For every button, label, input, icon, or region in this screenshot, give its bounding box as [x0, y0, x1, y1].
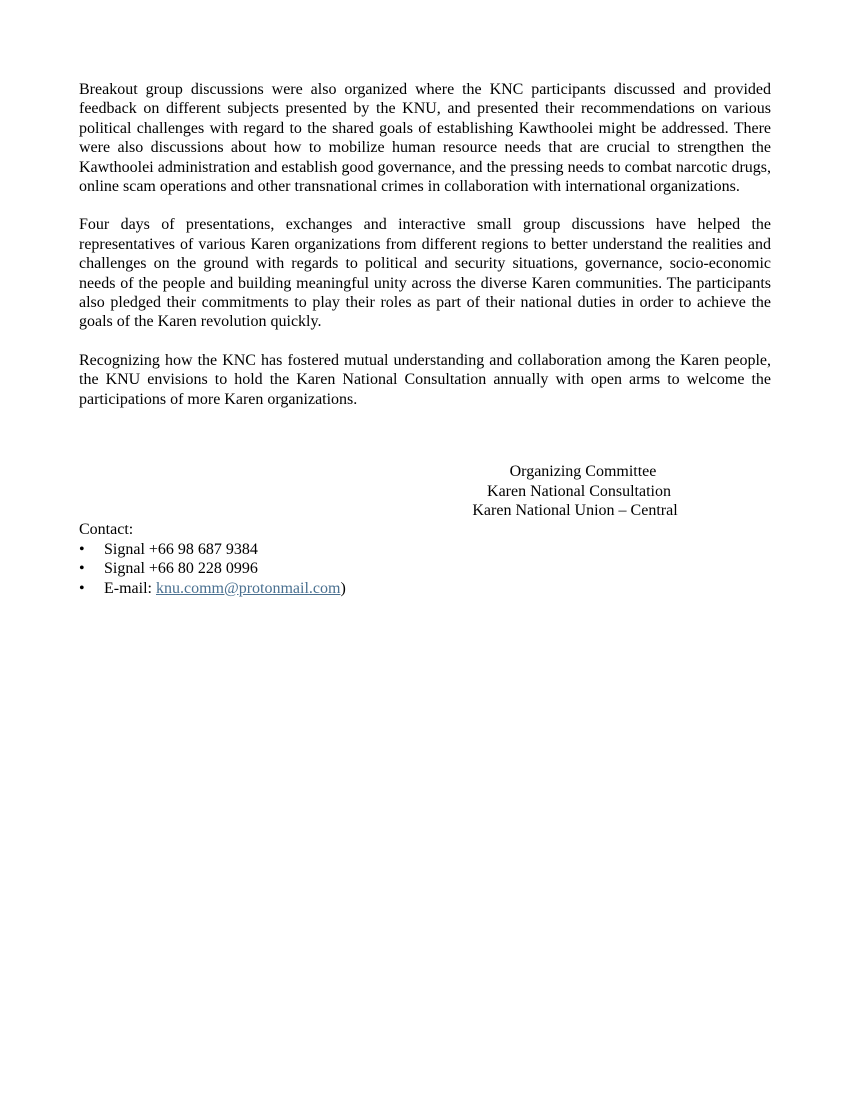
paragraph-four-days: Four days of presentations, exchanges and interactive small group discussions have helped the representatives of various Karen organizations from different regions to better understand the realities and challenges on the ground with regards to political and security situations, governance, socio-economic needs of the people and building meaningful unity across the diverse Karen communities. The participants also pledged their commitments to play their roles as part of their national duties in order to achieve the goals of the Karen revolution quickly.	[79, 216, 771, 331]
signature-line: Organizing Committee	[509, 463, 657, 480]
paragraph-recognizing: Recognizing how the KNC has fostered mutual understanding and collaboration among the Karen people, the KNU envisions to hold the Karen National Consultation annually with open arms to welcome the participations of more Karen organizations.	[79, 351, 771, 408]
email-label: E-mail:	[104, 579, 156, 597]
document-body	[79, 80, 771, 428]
contact-item	[79, 540, 346, 560]
paragraph-breakout: Breakout group discussions were also organized where the KNC participants discussed and provided feedback on different subjects presented by the KNU, and presented their recommendations on various political challenges with regard to the shared goals of establishing Kawthoolei might be addressed. There were also discussions about how to mobilize human resource needs that are crucial to strengthen the Kawthoolei administration and establish good governance, and the pressing needs to combat narcotic drugs, online scam operations and other transnational crimes in collaboration with international organizations.	[79, 81, 771, 196]
contact-section	[79, 520, 346, 598]
signature-line: Karen National Consultation	[487, 482, 671, 500]
contact-item	[79, 559, 346, 579]
signal-number: Signal +66 80 228 0996	[104, 560, 258, 577]
signature-line: Karen National Union – Central	[472, 502, 678, 519]
email-link[interactable]: knu.comm@protonmail.com	[155, 579, 341, 597]
contact-label: Contact:	[79, 521, 134, 538]
signal-number: Signal +66 98 687 9384	[104, 540, 258, 558]
signature-block	[440, 462, 726, 521]
contact-list	[79, 540, 346, 599]
contact-item	[79, 579, 346, 599]
email-suffix: )	[340, 579, 346, 597]
